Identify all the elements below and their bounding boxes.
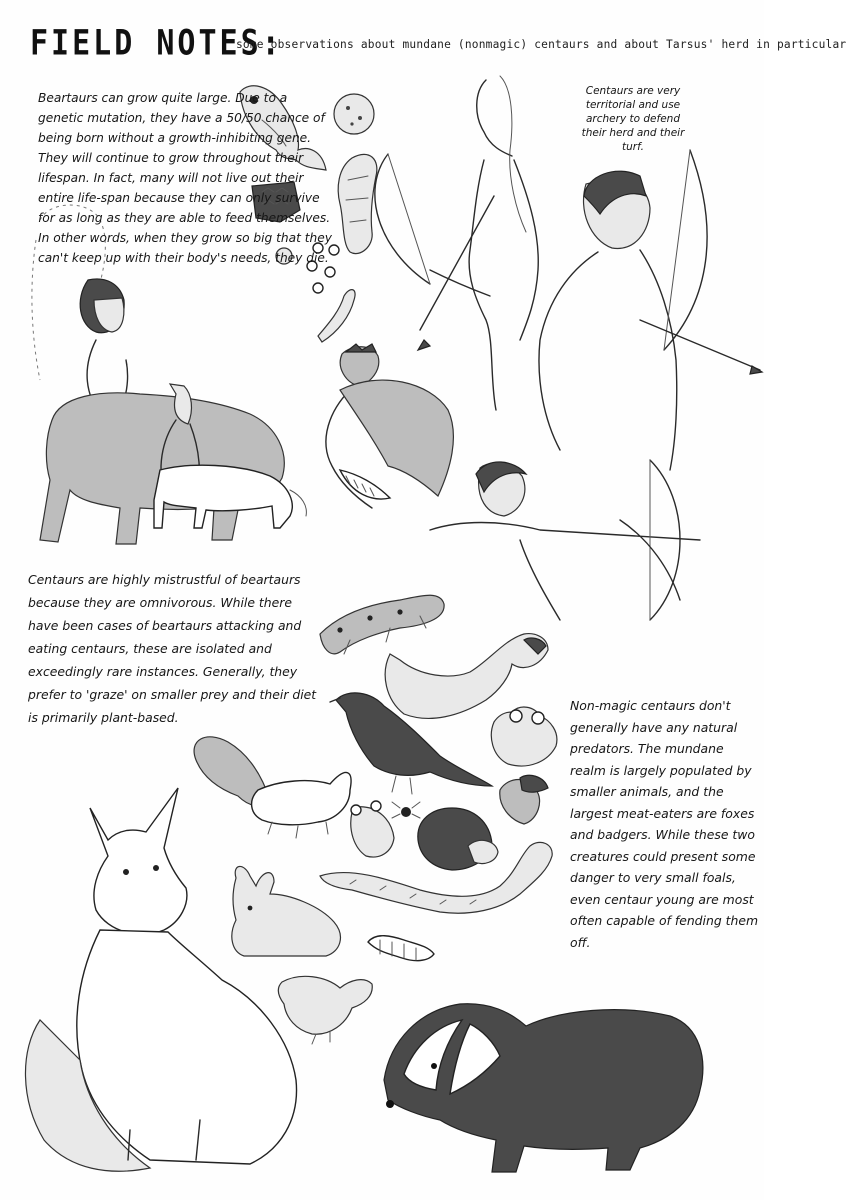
sparrow-sketch — [278, 976, 372, 1044]
mouse-sketch — [351, 801, 394, 857]
salamander-sketch — [320, 595, 444, 654]
worm-sketch — [318, 290, 355, 342]
archer-centaur-sketch — [375, 76, 538, 410]
page-subtitle: some observations about mundane (nonmagic) centaurs and about Tarsus' herd in particular — [236, 38, 846, 51]
butterfly-sketch — [500, 775, 548, 824]
note-predators-text: Non-magic centaurs don't generally have any natural predators. The mundane realm is largely populated by smaller animals, and the largest meat-eaters are foxes and badgers. While these two creatures could present some danger to very small foals, even centaur young are most often capable of fending them off. — [570, 698, 759, 950]
spider-sketch — [392, 802, 420, 818]
archer-drawing-bow-sketch — [430, 460, 700, 620]
note-centaur-mistrust — [28, 568, 318, 729]
fox-sketch — [25, 788, 296, 1171]
caterpillar-sketch — [368, 936, 434, 961]
hedgehog-sketch — [418, 808, 498, 870]
strawberry-sketch — [340, 344, 379, 386]
page-title: FIELD NOTES: — [30, 23, 283, 64]
note-beartaur-growth — [38, 88, 334, 268]
cookie-sketch — [334, 94, 374, 134]
frog-sketch — [491, 707, 557, 766]
note-natural-predators — [570, 695, 760, 953]
note-mistrust-text: Centaurs are highly mistrustful of beartaurs because they are omnivorous. While there have been cases of beartaurs attacking and eating centaurs, these are isolated and exceedingly rare instances. Generally, they prefer to 'graze' on smaller prey and their diet is primarily plant-based. — [28, 572, 317, 725]
grinning-face-sketch — [326, 380, 453, 508]
note-centaur-territory — [578, 84, 688, 154]
note-territory-text: Centaurs are very territorial and use archery to defend their herd and their turf. — [581, 85, 685, 153]
squirrel-sketch — [194, 737, 351, 838]
note-beartaur-text: Beartaurs can grow quite large. Due to a genetic mutation, they have a 50/50 chance of being born without a growth-inhibiting gene. They will continue to grow throughout their lifespan. In fact, many will not live out their entire life-span because they can only survive for as long as they are able to feed themselves. In other words, when they grow so big that they can't keep up with their body's needs, they die. — [38, 91, 332, 265]
root-vegetable-sketch — [338, 154, 377, 253]
second-archer-sketch — [539, 150, 762, 470]
badger-sketch — [384, 1004, 703, 1172]
weasel-sketch — [385, 634, 548, 719]
